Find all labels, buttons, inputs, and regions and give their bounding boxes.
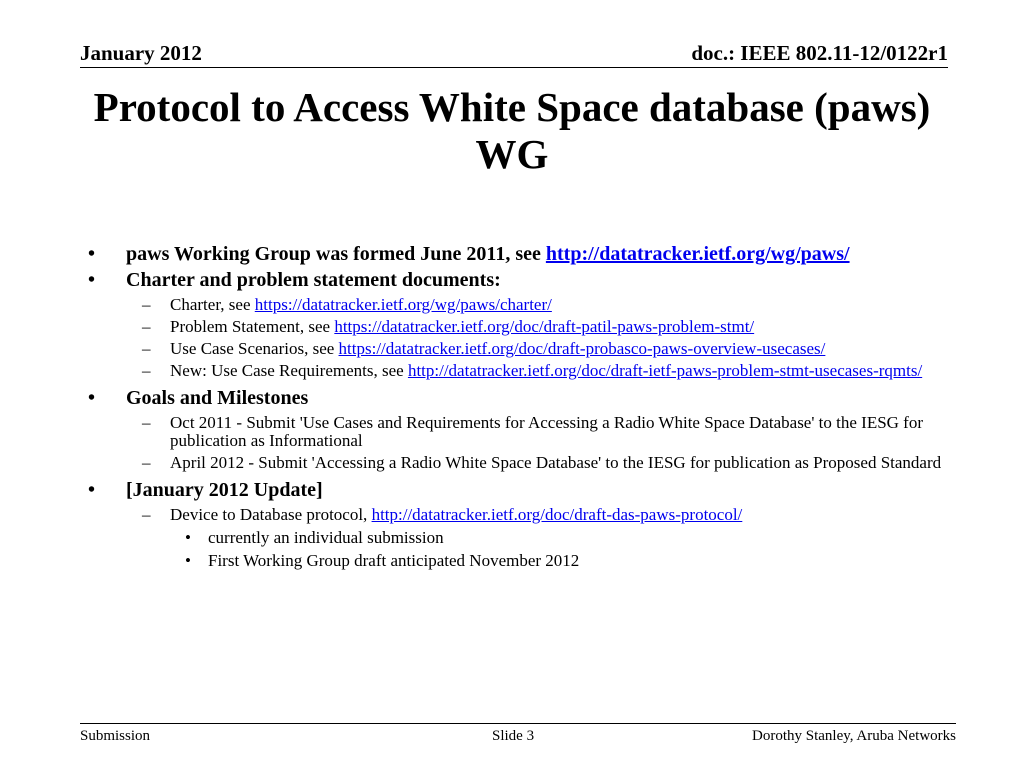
- sub-bullet-text: Oct 2011 - Submit 'Use Cases and Requirements for Accessing a Radio White Space Database' to the IESG for publication as Informational: [170, 413, 924, 450]
- sub-bullet-milestone-oct-2011: [86, 414, 966, 450]
- use-case-requirements-link[interactable]: http://datatracker.ietf.org/doc/draft-ietf-paws-problem-stmt-usecases-rqmts/: [407, 361, 923, 380]
- bullet-marker: •: [88, 387, 96, 409]
- sub-bullet-text: April 2012 - Submit 'Accessing a Radio White Space Database' to the IESG for publication as Proposed Standard: [170, 453, 942, 472]
- bullet-marker: •: [88, 243, 96, 265]
- sub-sub-bullet-text: currently an individual submission: [208, 528, 444, 547]
- sub-bullet-problem-statement: [86, 318, 966, 336]
- sub-bullet-text: Device to Database protocol,: [170, 505, 372, 524]
- sub-bullet-protocol: [86, 506, 966, 524]
- bullet-text: Goals and Milestones: [126, 387, 309, 409]
- bullet-goals: [86, 386, 966, 410]
- bullet-text: Charter and problem statement documents:: [126, 269, 501, 291]
- dash-marker: –: [142, 317, 151, 336]
- charter-link[interactable]: https://datatracker.ietf.org/wg/paws/charter/: [254, 295, 552, 314]
- header-doc-id: doc.: IEEE 802.11-12/0122r1: [691, 41, 948, 65]
- footer-slide-number: Slide 3: [492, 728, 535, 744]
- bullet-marker: •: [88, 269, 96, 291]
- dash-marker: –: [142, 505, 151, 524]
- bullet-text: paws Working Group was formed June 2011, see: [126, 243, 546, 265]
- sub-bullet-use-case-scenarios: [86, 340, 966, 358]
- problem-statement-link[interactable]: https://datatracker.ietf.org/doc/draft-patil-paws-problem-stmt/: [334, 317, 755, 336]
- sub-sub-bullet-text: First Working Group draft anticipated November 2012: [208, 551, 580, 570]
- dash-marker: –: [142, 413, 151, 432]
- sub-sub-bullet-wg-draft: [86, 552, 966, 570]
- footer-divider: [80, 723, 956, 724]
- dash-marker: –: [142, 453, 151, 472]
- bullet-marker: •: [88, 479, 96, 501]
- header-date: January 2012: [80, 41, 202, 65]
- slide-title: Protocol to Access White Space database (paws) WG: [93, 84, 931, 177]
- sub-bullet-text: New: Use Case Requirements, see: [170, 361, 408, 380]
- bullet-update: [86, 478, 966, 502]
- sub-bullet-charter: [86, 296, 966, 314]
- use-case-scenarios-link[interactable]: https://datatracker.ietf.org/doc/draft-probasco-paws-overview-usecases/: [338, 339, 826, 358]
- footer-author: Dorothy Stanley, Aruba Networks: [752, 728, 956, 744]
- slide-body: [86, 242, 966, 570]
- bullet-text: [January 2012 Update]: [126, 479, 323, 501]
- paws-wg-link[interactable]: http://datatracker.ietf.org/wg/paws/: [545, 243, 850, 265]
- bullet-formed: [86, 242, 966, 266]
- sub-bullet-text: Charter, see: [170, 295, 255, 314]
- protocol-draft-link[interactable]: http://datatracker.ietf.org/doc/draft-das-paws-protocol/: [371, 505, 743, 524]
- sub-sub-bullet-individual: [86, 529, 966, 547]
- sub-bullet-use-case-requirements: [86, 362, 966, 380]
- sub-bullet-text: Use Case Scenarios, see: [170, 339, 339, 358]
- dash-marker: –: [142, 361, 151, 380]
- bullet-marker: •: [185, 551, 191, 570]
- sub-bullet-milestone-apr-2012: [86, 454, 966, 472]
- bullet-marker: •: [185, 528, 191, 547]
- dash-marker: –: [142, 295, 151, 314]
- bullet-charter: [86, 268, 966, 292]
- sub-bullet-text: Problem Statement, see: [170, 317, 335, 336]
- dash-marker: –: [142, 339, 151, 358]
- footer-submission: Submission: [80, 728, 151, 744]
- header-divider: [80, 67, 948, 68]
